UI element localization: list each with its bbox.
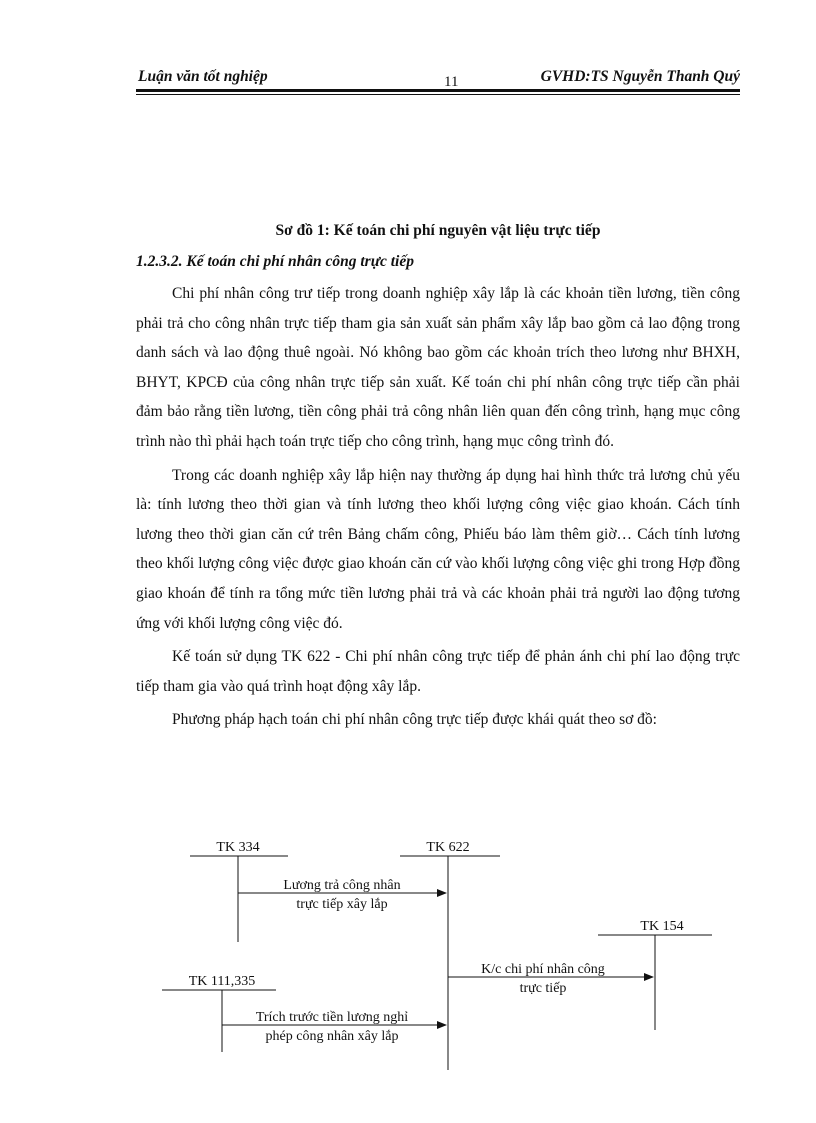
t-account-154 bbox=[598, 919, 712, 1030]
paragraph: Kế toán sử dụng TK 622 - Chi phí nhân công trực tiếp để phản ánh chi phí lao động trực tiếp tham gia vào quá trình hoạt động xây lắp. bbox=[136, 648, 740, 695]
account-label-111-335: TK 111,335 bbox=[188, 974, 256, 989]
header-rule-thin bbox=[136, 94, 740, 95]
header-thesis-title: Luận văn tốt nghiệp bbox=[138, 68, 268, 85]
account-label-154: TK 154 bbox=[640, 919, 684, 934]
flow-label: trực tiếp bbox=[519, 981, 567, 996]
flow-111-335-to-622 bbox=[222, 1010, 446, 1044]
body-text bbox=[136, 279, 740, 739]
t-account-111-335 bbox=[162, 974, 276, 1052]
flow-334-to-622 bbox=[238, 878, 446, 912]
flow-label: K/c chi phí nhân công bbox=[481, 962, 605, 977]
header-rule-thick bbox=[136, 89, 740, 92]
paragraph: Trong các doanh nghiệp xây lắp hiện nay thường áp dụng hai hình thức trả lương chủ yếu là: tính lương theo thời gian và tính lương theo khối lượng công việc giao khoán. Cách tính lương theo thời gian căn cứ trên Bảng chấm công, Phiếu báo làm thêm giờ… Cách tính lương theo khối lượng công việc được giao khoán căn cứ vào khối lượng công việc ghi trong Hợp đồng giao khoán để tính ra tổng mức tiền lương phải trả và các khoản phải trả người lao động tương ứng với khối lượng công việc đó. bbox=[136, 466, 740, 632]
section-heading: 1.2.3.2. Kế toán chi phí nhân công trực tiếp bbox=[136, 253, 414, 270]
paragraph: Chi phí nhân công trư tiếp trong doanh nghiệp xây lắp là các khoản tiền lương, tiền công phải trả cho công nhân trực tiếp tham gia sản xuất sản phẩm xây lắp bao gồm cả lao động trong danh sách và lao động thuê ngoài. Nó không bao gồm các khoản trích theo lương như BHXH, BHYT, KPCĐ của công nhân trực tiếp sản xuất. Kế toán chi phí nhân công trực tiếp cần phải đảm bảo rằng tiền lương, tiền công phải trả công nhân liên quan đến công trình, hạng mục công trình nào thì phải hạch toán trực tiếp cho công trình, hạng mục công trình đó. bbox=[136, 285, 740, 450]
paragraph: Phương pháp hạch toán chi phí nhân công trực tiếp được khái quát theo sơ đồ: bbox=[172, 711, 657, 729]
t-account-334 bbox=[190, 840, 288, 942]
account-label-622: TK 622 bbox=[426, 840, 470, 855]
flow-622-to-154 bbox=[448, 962, 653, 996]
flow-label: phép công nhân xây lắp bbox=[265, 1029, 399, 1044]
header-advisor: GVHD:TS Nguyễn Thanh Quý bbox=[540, 68, 740, 85]
account-label-334: TK 334 bbox=[216, 840, 260, 855]
figure-caption: Sơ đồ 1: Kế toán chi phí nguyên vật liệu trực tiếp bbox=[275, 222, 601, 239]
page-number: 11 bbox=[444, 74, 459, 90]
flow-label: trực tiếp xây lắp bbox=[296, 897, 388, 912]
flow-label: Trích trước tiền lương nghỉ bbox=[255, 1010, 409, 1025]
flow-label: Lương trả công nhân bbox=[283, 878, 401, 893]
t-account-622 bbox=[400, 840, 500, 1070]
